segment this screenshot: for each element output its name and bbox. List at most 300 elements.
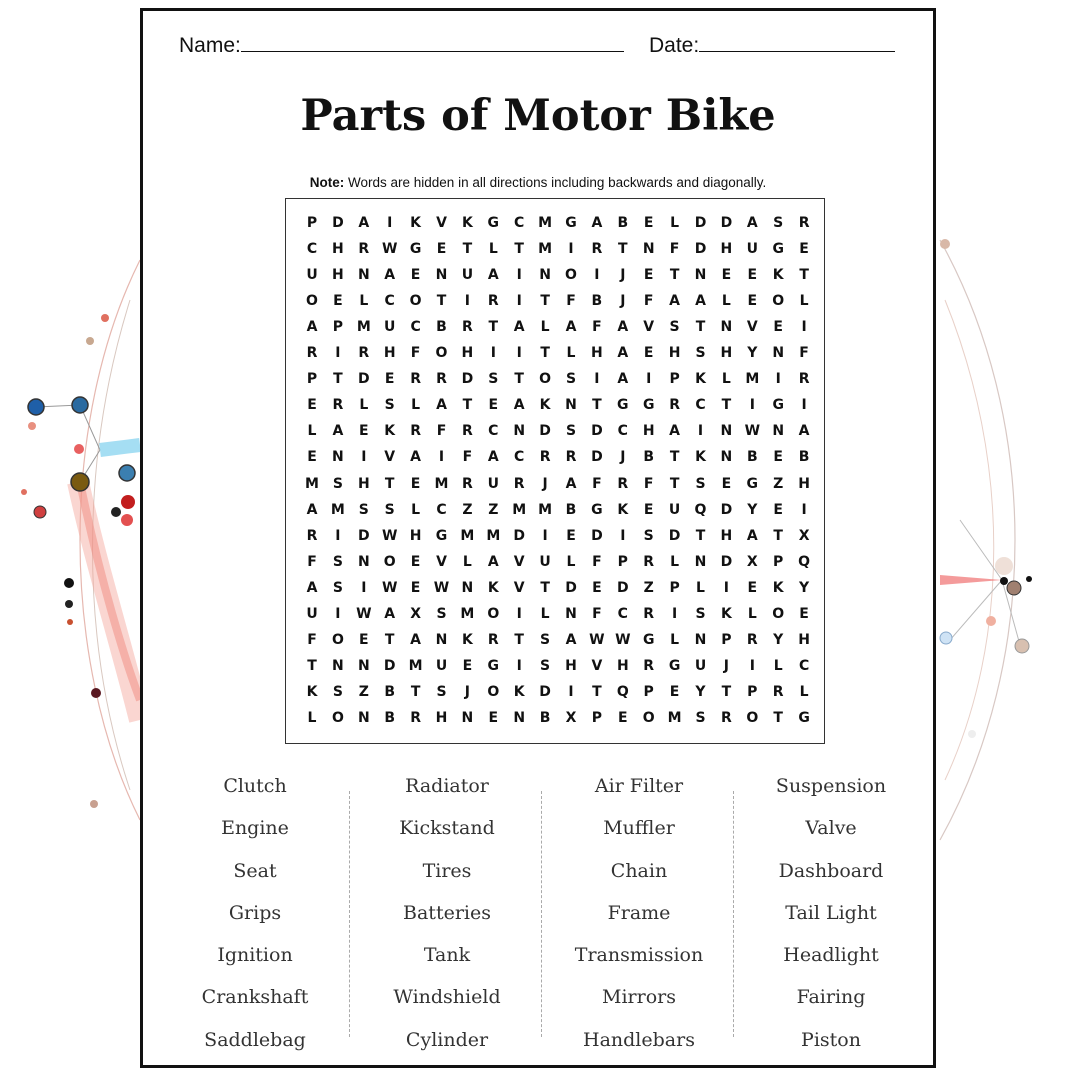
grid-letter[interactable]: A: [746, 215, 758, 231]
grid-letter[interactable]: E: [773, 319, 783, 336]
grid-letter[interactable]: L: [359, 397, 369, 414]
grid-letter[interactable]: G: [798, 709, 810, 726]
grid-letter[interactable]: A: [617, 371, 629, 388]
grid-letter[interactable]: E: [410, 267, 421, 284]
grid-letter[interactable]: R: [487, 293, 499, 310]
name-field[interactable]: [179, 33, 624, 58]
grid-letter[interactable]: N: [461, 709, 474, 726]
grid-letter[interactable]: H: [616, 657, 629, 674]
grid-letter[interactable]: K: [720, 605, 732, 622]
grid-letter[interactable]: R: [462, 423, 473, 440]
grid-letter[interactable]: D: [591, 449, 603, 466]
grid-letter[interactable]: D: [357, 371, 370, 388]
grid-letter[interactable]: X: [746, 553, 758, 570]
grid-letter[interactable]: S: [773, 215, 784, 231]
grid-letter[interactable]: R: [487, 631, 499, 648]
grid-letter[interactable]: E: [721, 475, 732, 492]
grid-letter[interactable]: T: [669, 267, 680, 284]
grid-letter[interactable]: H: [668, 345, 681, 362]
grid-letter[interactable]: X: [565, 709, 577, 726]
grid-letter[interactable]: E: [799, 605, 809, 622]
grid-letter[interactable]: K: [617, 501, 629, 518]
grid-letter[interactable]: I: [775, 371, 781, 388]
grid-letter[interactable]: C: [306, 241, 318, 258]
grid-letter[interactable]: F: [307, 553, 317, 570]
grid-letter[interactable]: I: [568, 241, 574, 258]
grid-letter[interactable]: T: [695, 527, 706, 544]
grid-letter[interactable]: Q: [798, 553, 811, 570]
grid-letter[interactable]: P: [306, 215, 318, 231]
grid-letter[interactable]: Y: [695, 683, 706, 700]
grid-letter[interactable]: F: [592, 319, 602, 336]
grid-letter[interactable]: D: [591, 423, 603, 440]
grid-letter[interactable]: S: [695, 345, 706, 362]
grid-letter[interactable]: T: [721, 397, 732, 414]
grid-letter[interactable]: U: [461, 267, 474, 284]
grid-letter[interactable]: Q: [694, 501, 707, 518]
grid-letter[interactable]: C: [514, 449, 525, 466]
grid-letter[interactable]: G: [772, 397, 784, 414]
grid-letter[interactable]: D: [720, 553, 733, 570]
grid-letter[interactable]: I: [801, 397, 807, 414]
grid-letter[interactable]: H: [798, 475, 810, 492]
grid-letter[interactable]: T: [514, 631, 524, 648]
grid-letter[interactable]: L: [411, 501, 421, 518]
grid-letter[interactable]: E: [333, 293, 343, 310]
grid-letter[interactable]: R: [772, 683, 784, 700]
grid-letter[interactable]: L: [359, 293, 369, 310]
grid-letter[interactable]: T: [384, 631, 395, 648]
grid-letter[interactable]: D: [668, 527, 681, 544]
grid-letter[interactable]: T: [514, 371, 524, 388]
grid-letter[interactable]: L: [540, 319, 550, 336]
grid-letter[interactable]: C: [488, 423, 499, 440]
grid-letter[interactable]: F: [566, 293, 576, 310]
grid-letter[interactable]: B: [384, 683, 396, 700]
grid-letter[interactable]: O: [487, 605, 500, 622]
grid-letter[interactable]: H: [591, 345, 603, 362]
grid-letter[interactable]: Y: [747, 345, 758, 362]
grid-letter[interactable]: W: [356, 605, 372, 622]
grid-letter[interactable]: L: [721, 371, 731, 388]
grid-letter[interactable]: O: [383, 553, 396, 570]
grid-letter[interactable]: I: [438, 449, 445, 466]
grid-letter[interactable]: N: [357, 267, 370, 284]
grid-letter[interactable]: I: [335, 345, 341, 362]
grid-letter[interactable]: Z: [358, 683, 369, 700]
grid-letter[interactable]: M: [408, 657, 423, 674]
grid-letter[interactable]: A: [746, 527, 758, 544]
grid-letter[interactable]: E: [773, 449, 783, 466]
grid-letter[interactable]: P: [669, 579, 680, 596]
grid-letter[interactable]: N: [720, 423, 733, 440]
grid-letter[interactable]: G: [435, 527, 448, 544]
grid-letter[interactable]: C: [798, 657, 810, 674]
grid-letter[interactable]: E: [773, 501, 783, 518]
grid-letter[interactable]: M: [305, 475, 319, 492]
grid-letter[interactable]: C: [384, 293, 395, 310]
grid-letter[interactable]: H: [565, 657, 577, 674]
grid-letter[interactable]: E: [307, 449, 317, 466]
grid-letter[interactable]: T: [333, 371, 343, 388]
grid-letter[interactable]: F: [643, 475, 654, 492]
grid-letter[interactable]: E: [747, 579, 758, 596]
grid-letter[interactable]: M: [667, 709, 682, 726]
grid-letter[interactable]: R: [436, 371, 447, 388]
grid-letter[interactable]: R: [410, 709, 421, 726]
grid-letter[interactable]: S: [540, 631, 551, 648]
grid-letter[interactable]: L: [307, 709, 317, 726]
grid-letter[interactable]: I: [516, 345, 522, 362]
grid-letter[interactable]: P: [591, 709, 603, 726]
grid-letter[interactable]: I: [749, 657, 755, 674]
grid-letter[interactable]: T: [514, 241, 524, 258]
grid-letter[interactable]: I: [749, 397, 755, 414]
grid-letter[interactable]: P: [332, 319, 344, 336]
grid-letter[interactable]: J: [620, 293, 626, 310]
grid-letter[interactable]: I: [801, 319, 807, 336]
grid-letter[interactable]: T: [773, 527, 783, 544]
grid-letter[interactable]: O: [746, 709, 759, 726]
grid-letter[interactable]: A: [565, 319, 577, 336]
grid-letter[interactable]: O: [409, 293, 422, 310]
grid-letter[interactable]: L: [307, 423, 317, 440]
grid-letter[interactable]: S: [540, 657, 551, 674]
grid-letter[interactable]: P: [747, 683, 758, 700]
grid-letter[interactable]: U: [306, 605, 318, 622]
grid-letter[interactable]: L: [721, 293, 731, 310]
grid-letter[interactable]: C: [410, 319, 421, 336]
grid-letter[interactable]: N: [357, 709, 370, 726]
grid-letter[interactable]: H: [720, 527, 733, 544]
grid-letter[interactable]: C: [617, 605, 628, 622]
grid-letter[interactable]: N: [565, 605, 577, 622]
grid-letter[interactable]: L: [696, 579, 705, 596]
grid-letter[interactable]: H: [435, 709, 448, 726]
grid-letter[interactable]: U: [487, 475, 499, 492]
grid-letter[interactable]: S: [332, 683, 343, 700]
grid-letter[interactable]: E: [410, 475, 421, 492]
grid-letter[interactable]: I: [464, 293, 470, 310]
grid-letter[interactable]: R: [643, 657, 655, 674]
grid-letter[interactable]: C: [436, 501, 447, 518]
grid-letter[interactable]: C: [514, 215, 525, 231]
grid-letter[interactable]: N: [435, 631, 448, 648]
grid-letter[interactable]: S: [565, 371, 577, 388]
grid-letter[interactable]: A: [306, 319, 318, 336]
grid-letter[interactable]: T: [462, 241, 473, 258]
grid-letter[interactable]: I: [620, 527, 626, 544]
grid-letter[interactable]: T: [540, 579, 550, 596]
grid-letter[interactable]: A: [591, 215, 603, 231]
grid-letter[interactable]: R: [643, 605, 655, 622]
grid-letter[interactable]: U: [746, 241, 758, 258]
grid-letter[interactable]: Y: [773, 631, 784, 648]
grid-letter[interactable]: F: [799, 345, 809, 362]
grid-letter[interactable]: G: [617, 397, 629, 414]
grid-letter[interactable]: G: [642, 397, 655, 414]
grid-letter[interactable]: A: [306, 501, 318, 518]
grid-letter[interactable]: N: [435, 267, 448, 284]
grid-letter[interactable]: A: [617, 345, 629, 362]
grid-letter[interactable]: H: [383, 345, 396, 362]
grid-letter[interactable]: L: [773, 657, 783, 674]
grid-letter[interactable]: J: [723, 657, 729, 674]
grid-letter[interactable]: H: [642, 423, 655, 440]
grid-letter[interactable]: A: [798, 423, 810, 440]
grid-letter[interactable]: W: [615, 631, 631, 648]
grid-letter[interactable]: P: [773, 553, 784, 570]
grid-letter[interactable]: A: [306, 579, 318, 596]
grid-letter[interactable]: K: [539, 397, 551, 414]
grid-letter[interactable]: A: [410, 631, 422, 648]
grid-letter[interactable]: B: [643, 449, 655, 466]
grid-letter[interactable]: E: [618, 709, 628, 726]
grid-letter[interactable]: G: [487, 657, 500, 674]
grid-letter[interactable]: N: [513, 709, 526, 726]
grid-letter[interactable]: A: [617, 319, 629, 336]
grid-letter[interactable]: S: [488, 371, 499, 388]
grid-letter[interactable]: E: [436, 241, 447, 258]
grid-letter[interactable]: O: [772, 293, 785, 310]
grid-letter[interactable]: D: [539, 423, 551, 440]
grid-letter[interactable]: S: [332, 579, 343, 596]
grid-letter[interactable]: E: [747, 267, 758, 284]
grid-letter[interactable]: F: [592, 605, 602, 622]
grid-letter[interactable]: T: [695, 319, 706, 336]
grid-letter[interactable]: N: [565, 397, 577, 414]
grid-letter[interactable]: I: [723, 579, 729, 596]
grid-letter[interactable]: R: [410, 423, 421, 440]
grid-letter[interactable]: B: [746, 449, 758, 466]
grid-letter[interactable]: H: [798, 631, 810, 648]
grid-letter[interactable]: D: [357, 527, 370, 544]
grid-letter[interactable]: E: [488, 397, 499, 414]
grid-letter[interactable]: D: [539, 683, 551, 700]
grid-letter[interactable]: F: [592, 553, 602, 570]
grid-letter[interactable]: R: [643, 553, 655, 570]
grid-letter[interactable]: T: [410, 683, 421, 700]
grid-letter[interactable]: A: [487, 553, 499, 570]
grid-letter[interactable]: E: [592, 579, 602, 596]
grid-letter[interactable]: E: [643, 267, 654, 284]
grid-letter[interactable]: E: [799, 241, 809, 258]
grid-letter[interactable]: W: [744, 423, 761, 440]
grid-letter[interactable]: I: [335, 605, 341, 622]
grid-letter[interactable]: W: [589, 631, 605, 648]
grid-letter[interactable]: U: [384, 319, 396, 336]
grid-letter[interactable]: Q: [616, 683, 629, 700]
grid-letter[interactable]: T: [669, 475, 680, 492]
grid-letter[interactable]: E: [359, 423, 369, 440]
grid-letter[interactable]: K: [695, 449, 706, 466]
grid-letter[interactable]: X: [410, 605, 421, 622]
grid-letter[interactable]: R: [539, 449, 551, 466]
grid-letter[interactable]: T: [721, 683, 732, 700]
grid-letter[interactable]: M: [460, 527, 475, 544]
grid-letter[interactable]: E: [721, 267, 732, 284]
grid-letter[interactable]: E: [669, 683, 680, 700]
grid-letter[interactable]: T: [462, 397, 473, 414]
grid-letter[interactable]: I: [516, 657, 522, 674]
grid-letter[interactable]: I: [516, 267, 522, 284]
grid-letter[interactable]: P: [617, 553, 628, 570]
grid-letter[interactable]: N: [642, 241, 655, 258]
grid-letter[interactable]: I: [568, 683, 574, 700]
grid-letter[interactable]: R: [798, 371, 810, 388]
grid-letter[interactable]: S: [695, 709, 706, 726]
grid-letter[interactable]: D: [694, 241, 707, 258]
grid-letter[interactable]: F: [643, 293, 654, 310]
grid-letter[interactable]: S: [332, 553, 343, 570]
grid-letter[interactable]: W: [381, 579, 398, 596]
grid-letter[interactable]: N: [539, 267, 551, 284]
grid-letter[interactable]: M: [434, 475, 449, 492]
grid-letter[interactable]: X: [798, 527, 810, 544]
grid-letter[interactable]: L: [799, 293, 809, 310]
grid-letter[interactable]: B: [436, 319, 447, 336]
grid-letter[interactable]: B: [565, 501, 577, 518]
grid-letter[interactable]: U: [694, 657, 707, 674]
grid-letter[interactable]: V: [436, 553, 447, 570]
grid-letter[interactable]: H: [409, 527, 422, 544]
grid-letter[interactable]: J: [464, 683, 470, 700]
grid-letter[interactable]: O: [539, 371, 552, 388]
grid-letter[interactable]: R: [513, 475, 525, 492]
grid-letter[interactable]: N: [694, 267, 707, 284]
grid-letter[interactable]: U: [539, 553, 551, 570]
grid-letter[interactable]: N: [720, 319, 733, 336]
grid-letter[interactable]: D: [616, 579, 629, 596]
grid-letter[interactable]: J: [542, 475, 548, 492]
grid-letter[interactable]: S: [436, 683, 447, 700]
grid-letter[interactable]: T: [669, 449, 680, 466]
grid-letter[interactable]: R: [798, 215, 810, 231]
grid-letter[interactable]: W: [381, 527, 398, 544]
grid-letter[interactable]: K: [410, 215, 422, 231]
grid-letter[interactable]: E: [643, 215, 654, 231]
grid-letter[interactable]: W: [433, 579, 450, 596]
grid-letter[interactable]: A: [669, 423, 681, 440]
grid-letter[interactable]: K: [513, 683, 525, 700]
grid-letter[interactable]: L: [566, 345, 576, 362]
grid-letter[interactable]: D: [513, 527, 525, 544]
grid-letter[interactable]: A: [384, 267, 396, 284]
grid-letter[interactable]: L: [462, 553, 472, 570]
grid-letter[interactable]: F: [462, 449, 473, 466]
grid-letter[interactable]: V: [513, 579, 525, 596]
grid-letter[interactable]: N: [332, 449, 344, 466]
grid-letter[interactable]: E: [410, 579, 421, 596]
grid-letter[interactable]: A: [513, 319, 525, 336]
grid-letter[interactable]: P: [721, 631, 732, 648]
grid-letter[interactable]: N: [772, 345, 785, 362]
grid-letter[interactable]: N: [332, 657, 344, 674]
grid-letter[interactable]: T: [436, 293, 447, 310]
grid-letter[interactable]: N: [720, 449, 733, 466]
grid-letter[interactable]: P: [306, 371, 318, 388]
grid-letter[interactable]: L: [747, 605, 757, 622]
grid-letter[interactable]: C: [695, 397, 706, 414]
grid-letter[interactable]: E: [410, 553, 421, 570]
grid-letter[interactable]: Z: [488, 501, 499, 518]
grid-letter[interactable]: E: [307, 397, 317, 414]
grid-letter[interactable]: R: [591, 241, 603, 258]
grid-letter[interactable]: O: [331, 631, 344, 648]
grid-letter[interactable]: H: [357, 475, 370, 492]
grid-letter[interactable]: F: [436, 423, 447, 440]
grid-letter[interactable]: S: [358, 501, 369, 518]
grid-letter[interactable]: M: [460, 605, 475, 622]
grid-letter[interactable]: D: [720, 215, 733, 231]
grid-letter[interactable]: W: [381, 241, 398, 258]
grid-letter[interactable]: M: [330, 501, 345, 518]
grid-letter[interactable]: Y: [799, 579, 810, 596]
grid-letter[interactable]: O: [306, 293, 318, 310]
grid-letter[interactable]: R: [358, 345, 370, 362]
grid-letter[interactable]: D: [461, 371, 474, 388]
grid-letter[interactable]: D: [383, 657, 396, 674]
grid-letter[interactable]: L: [540, 605, 550, 622]
grid-letter[interactable]: C: [617, 423, 628, 440]
grid-letter[interactable]: N: [772, 423, 785, 440]
grid-letter[interactable]: I: [361, 579, 367, 596]
grid-letter[interactable]: K: [306, 683, 318, 700]
grid-letter[interactable]: A: [487, 449, 499, 466]
grid-letter[interactable]: M: [745, 371, 760, 388]
grid-letter[interactable]: B: [617, 215, 629, 231]
grid-letter[interactable]: M: [538, 501, 553, 518]
grid-letter[interactable]: S: [695, 475, 706, 492]
grid-letter[interactable]: S: [565, 423, 577, 440]
grid-letter[interactable]: A: [410, 449, 422, 466]
grid-letter[interactable]: R: [462, 475, 473, 492]
grid-letter[interactable]: L: [799, 683, 809, 700]
grid-letter[interactable]: N: [694, 631, 707, 648]
grid-letter[interactable]: F: [410, 345, 421, 362]
date-blank-line[interactable]: [699, 33, 895, 52]
grid-letter[interactable]: E: [747, 293, 758, 310]
grid-letter[interactable]: B: [384, 709, 396, 726]
grid-letter[interactable]: I: [801, 501, 807, 518]
grid-letter[interactable]: U: [668, 501, 681, 518]
grid-letter[interactable]: H: [332, 267, 344, 284]
grid-letter[interactable]: D: [565, 579, 577, 596]
grid-letter[interactable]: H: [720, 241, 733, 258]
grid-letter[interactable]: L: [566, 553, 576, 570]
grid-letter[interactable]: M: [486, 527, 501, 544]
grid-letter[interactable]: I: [671, 605, 678, 622]
grid-letter[interactable]: P: [669, 371, 680, 388]
grid-letter[interactable]: G: [409, 241, 422, 258]
grid-letter[interactable]: A: [384, 605, 396, 622]
grid-letter[interactable]: K: [461, 215, 473, 231]
date-field[interactable]: [649, 33, 895, 58]
grid-letter[interactable]: N: [357, 657, 370, 674]
grid-letter[interactable]: H: [720, 345, 733, 362]
grid-letter[interactable]: R: [332, 397, 344, 414]
grid-letter[interactable]: M: [538, 241, 553, 258]
grid-letter[interactable]: R: [721, 709, 732, 726]
grid-letter[interactable]: I: [594, 371, 600, 388]
grid-letter[interactable]: G: [565, 215, 577, 231]
grid-letter[interactable]: E: [384, 371, 395, 388]
grid-letter[interactable]: I: [335, 527, 341, 544]
grid-letter[interactable]: B: [591, 293, 603, 310]
grid-letter[interactable]: A: [487, 267, 499, 284]
grid-letter[interactable]: S: [669, 319, 680, 336]
grid-letter[interactable]: L: [670, 215, 680, 231]
